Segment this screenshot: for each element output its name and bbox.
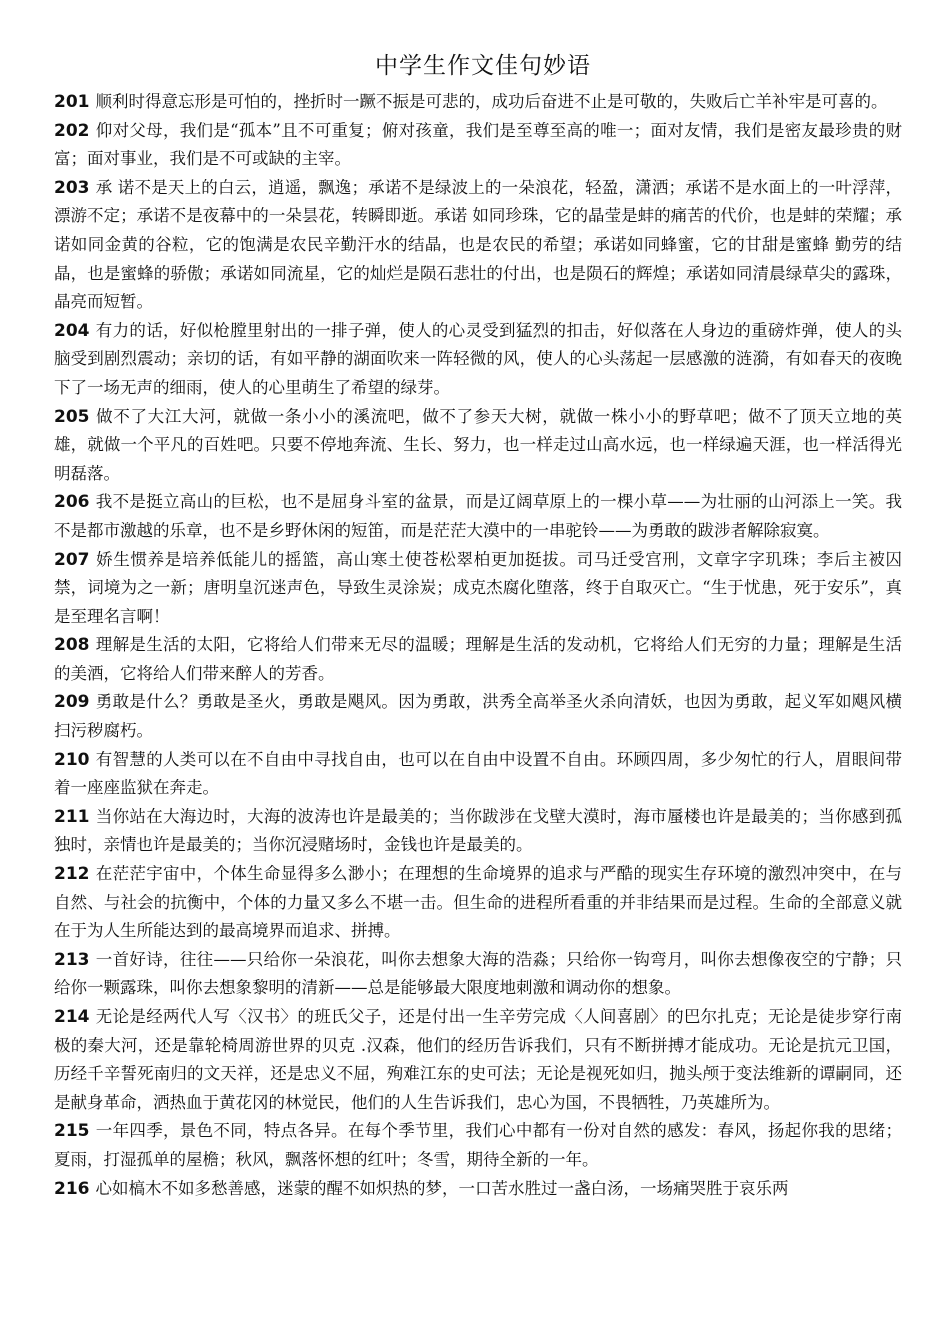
- entry-paragraph: [54, 1175, 902, 1204]
- entry-number: 209: [54, 692, 90, 713]
- entry-list: [54, 88, 902, 1203]
- entry-number: 207: [54, 549, 90, 570]
- document-page: [54, 44, 902, 1203]
- entry-text: 一年四季，景色不同，特点各异。在每个季节里，我们心中都有一份对自然的感发：春风，扬起你我的思绪；夏雨，打湿孤单的屋檐；秋风，飘落怀想的红叶；冬雪，期待全新的一年。: [54, 1121, 902, 1169]
- entry-number: 211: [54, 806, 90, 827]
- entry-paragraph: [54, 88, 902, 117]
- document-title: 中学生作文佳句妙语: [375, 53, 591, 79]
- entry-number: 204: [54, 320, 90, 341]
- entry-number: 213: [54, 949, 90, 970]
- entry-number: 201: [54, 92, 90, 112]
- entry-paragraph: [54, 688, 902, 745]
- entry-text: 一首好诗，往往——只给你一朵浪花，叫你去想象大海的浩淼；只给你一钩弯月，叫你去想像夜空的宁静；只给你一颗露珠，叫你去想象黎明的清新——总是能够最大限度地刺激和调动你的想象。: [54, 949, 902, 998]
- entry-paragraph: [54, 1117, 902, 1174]
- entry-paragraph: [54, 403, 902, 489]
- entry-paragraph: [54, 946, 902, 1003]
- entry-text: 有智慧的人类可以在不自由中寻找自由，也可以在自由中设置不自由。环顾四周，多少匆忙的行人，眉眼间带着一座座监狱在奔走。: [54, 749, 902, 798]
- entry-number: 214: [54, 1007, 90, 1027]
- entry-paragraph: [54, 746, 902, 803]
- entry-text: 仰对父母，我们是“孤本”且不可重复；俯对孩童，我们是至尊至高的唯一；面对友情，我们是密友最珍贵的财富；面对事业，我们是不可或缺的主宰。: [54, 120, 902, 169]
- entry-text: 在茫茫宇宙中，个体生命显得多么渺小；在理想的生命境界的追求与严酷的现实生存环境的激烈冲突中，在与自然、与社会的抗衡中，个体的力量又多么不堪一击。但生命的进程所看重的并非结果而是过程。生命的全部意义就在于为人生所能达到的最高境界而追求、拼搏。: [54, 864, 902, 941]
- entry-number: 208: [54, 635, 90, 656]
- entry-number: 205: [54, 406, 90, 427]
- entry-text: 顺利时得意忘形是可怕的，挫折时一蹶不振是可悲的，成功后奋进不止是可敬的，失败后亡羊补牢是可喜的。: [95, 92, 888, 111]
- entry-text: 当你站在大海边时，大海的波涛也许是最美的；当你跋涉在戈壁大漠时，海市蜃楼也许是最美的；当你感到孤独时，亲情也许是最美的；当你沉浸赌场时，金钱也许是最美的。: [54, 806, 902, 855]
- entry-paragraph: [54, 174, 902, 317]
- entry-text: 心如槁木不如多愁善感，迷蒙的醒不如炽热的梦，一口苦水胜过一盏白汤，一场痛哭胜于哀乐两: [95, 1178, 789, 1198]
- entry-text: 娇生惯养是培养低能儿的摇篮，高山寒土使苍松翠柏更加挺拔。司马迁受宫刑，文章字字玑珠；李后主被囚禁，词境为之一新；唐明皇沉迷声色，导致生灵涂炭；成克杰腐化堕落，终于自取灭亡。“生于忧患，死于安乐”，真是至理名言啊！: [54, 549, 902, 626]
- entry-number: 203: [54, 177, 90, 198]
- entry-text: 有力的话，好似枪膛里射出的一排子弹，使人的心灵受到猛烈的扣击，好似落在人身边的重磅炸弹，使人的头脑受到剧烈震动；亲切的话，有如平静的湖面吹来一阵轻微的风，使人的心头荡起一层感激的涟漪，有如春天的夜晚下了一场无声的细雨，使人的心里萌生了希望的绿芽。: [54, 320, 902, 397]
- entry-text: 我不是挺立高山的巨松，也不是屈身斗室的盆景，而是辽阔草原上的一棵小草——为壮丽的山河添上一笑。我不是都市激越的乐章，也不是乡野休闲的短笛，而是茫茫大漠中的一串驼铃——为勇敢的跋涉者解除寂寞。: [54, 492, 902, 540]
- entry-text: 做不了大江大河，就做一条小小的溪流吧，做不了参天大树，就做一株小小的野草吧；做不了顶天立地的英雄，就做一个平凡的百姓吧。只要不停地奔流、生长、努力，也一样走过山高水远，也一样绿遍天涯，也一样活得光明磊落。: [54, 406, 902, 483]
- entry-number: 212: [54, 864, 90, 885]
- entry-paragraph: [54, 117, 902, 174]
- entry-paragraph: [54, 317, 902, 403]
- entry-number: 202: [54, 120, 90, 141]
- entry-paragraph: [54, 488, 902, 545]
- entry-text: 承 诺不是天上的白云，逍遥，飘逸；承诺不是绿波上的一朵浪花，轻盈，潇洒；承诺不是水面上的一叶浮萍，漂游不定；承诺不是夜幕中的一朵昙花，转瞬即逝。承诺 如同珍珠，它的晶莹是蚌的痛苦的代价，也是蚌的荣耀；承诺如同金黄的谷粒，它的饱满是农民辛勤汗水的结晶，也是农民的希望；承诺如同蜂蜜，它的甘甜是蜜蜂 勤劳的结晶，也是蜜蜂的骄傲；承诺如同流星，它的灿烂是陨石悲壮的付出，也是陨石的辉煌；承诺如同清晨绿草尖的露珠，晶亮而短暂。: [54, 177, 902, 312]
- entry-number: 210: [54, 749, 90, 770]
- entry-number: 206: [54, 492, 90, 513]
- entry-paragraph: [54, 631, 902, 688]
- entry-text: 无论是经两代人写〈汉书〉的班氏父子，还是付出一生辛劳完成〈人间喜剧〉的巴尔扎克；无论是徒步穿行南极的秦大河，还是靠轮椅周游世界的贝克 .汉森，他们的经历告诉我们，只有不断拼搏才能成功。无论是抗元卫国，历经千辛誓死南归的文天祥，还是忠义不屈，殉难江东的史可法；无论是视死如归，抛头颅于变法维新的谭嗣同，还是献身革命，洒热血于黄花冈的林觉民，他们的人生告诉我们，忠心为国，不畏牺牲，乃英雄所为。: [54, 1007, 902, 1112]
- entry-paragraph: [54, 546, 902, 632]
- entry-paragraph: [54, 803, 902, 860]
- entry-number: 215: [54, 1121, 90, 1142]
- entry-text: 理解是生活的太阳，它将给人们带来无尽的温暖；理解是生活的发动机，它将给人们无穷的力量；理解是生活的美酒，它将给人们带来醉人的芳香。: [54, 635, 902, 683]
- entry-number: 216: [54, 1178, 90, 1199]
- entry-paragraph: [54, 860, 902, 946]
- entry-text: 勇敢是什么？勇敢是圣火，勇敢是飓风。因为勇敢，洪秀全高举圣火杀向清妖，也因为勇敢，起义军如飓风横扫污秽腐朽。: [54, 692, 902, 741]
- entry-paragraph: [54, 1003, 902, 1117]
